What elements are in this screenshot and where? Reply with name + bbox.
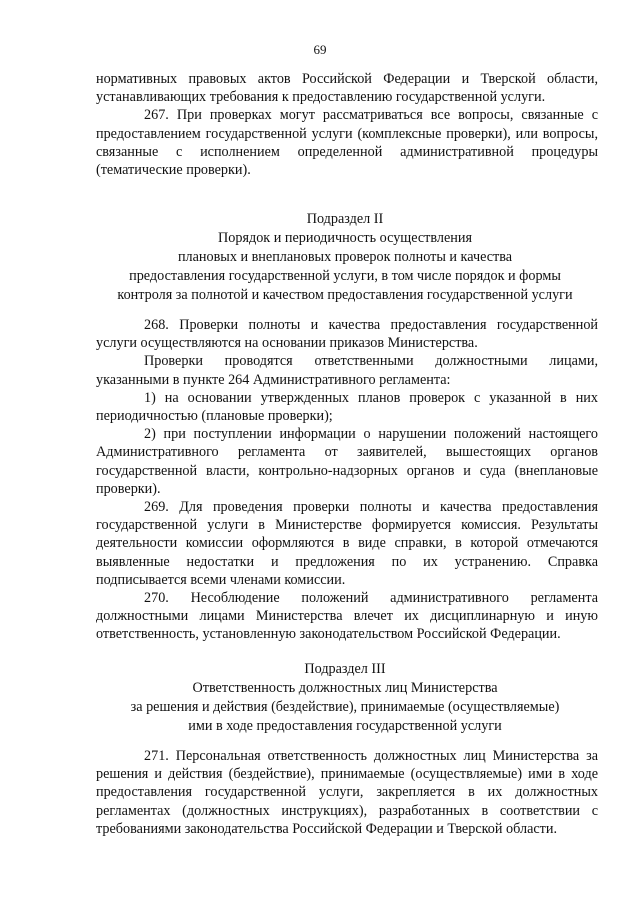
paragraph-271: 271. Персональная ответственность должностных лиц Министерства за решения и действия (бездействие), принимаемые (осуществляемые) ими в ходе предоставления государственной услуги, закрепляется в их должностных регламентах (должностных инструкциях), разработанных в соответствии с требованиями законодательства Российской Федерации и Тверской области.	[96, 748, 598, 837]
list-item-1: 1) на основании утвержденных планов проверок с указанной в них периодичностью (плановые проверки);	[96, 389, 598, 425]
paragraph-checks: Проверки проводятся ответственными должностными лицами, указанными в пункте 264 Административного регламента:	[96, 353, 598, 388]
paragraph-268: 268. Проверки полноты и качества предоставления государственной услуги осуществляются на основании приказов Министерства.	[96, 317, 598, 352]
page-number: 69	[313, 42, 327, 57]
section-heading-2	[80, 210, 610, 305]
section-2-title-line2: плановых и внеплановых проверок полноты и качества	[177, 249, 513, 265]
section-3-label: Подраздел III	[304, 661, 386, 677]
section-2-title-line1: Порядок и периодичность осуществления	[218, 230, 472, 246]
section-3-title-line2: за решения и действия (бездействие), принимаемые (осуществляемые)	[130, 699, 560, 715]
list-item-2: 2) при поступлении информации о нарушении положений настоящего Административного регламента от заявителей, вышестоящих органов государственной власти, контрольно-надзорных органов и суда (внеплановые проверки).	[96, 426, 598, 497]
paragraph-267: 267. При проверках могут рассматриваться все вопросы, связанные с предоставлением государственной услуги (комплексные проверки), или вопросы, связанные с исполнением определенной административной процедуры (тематические проверки).	[96, 107, 598, 179]
section-heading-3	[80, 660, 610, 736]
paragraph-270: 270. Несоблюдение положений административного регламента должностными лицами Министерства влечет их дисциплинарную и иную ответственность, установленную законодательством Российской Федерации.	[96, 590, 598, 643]
section-2-title-line3: предоставления государственной услуги, в том числе порядок и формы	[129, 268, 561, 284]
paragraph-269: 269. Для проведения проверки полноты и качества предоставления государственной услуги в Министерстве формируется комиссия. Результаты деятельности комиссии оформляются в виде справки, в которой отмечаются выявленные недостатки и предложения по их устранению. Справка подписывается всеми членами комиссии.	[96, 499, 598, 588]
text-block-top	[96, 70, 598, 179]
paragraph-continuation: нормативных правовых актов Российской Федерации и Тверской области, устанавливающих требования к предоставлению государственной услуги.	[96, 71, 598, 106]
text-block-middle	[96, 316, 598, 644]
section-3-title-line3: ими в ходе предоставления государственной услуги	[188, 718, 502, 734]
section-2-label: Подраздел II	[306, 211, 384, 227]
text-block-bottom	[96, 747, 598, 838]
section-2-title-line4: контроля за полнотой и качеством предоставления государственной услуги	[117, 287, 573, 303]
section-3-title-line1: Ответственность должностных лиц Министерства	[192, 680, 498, 696]
